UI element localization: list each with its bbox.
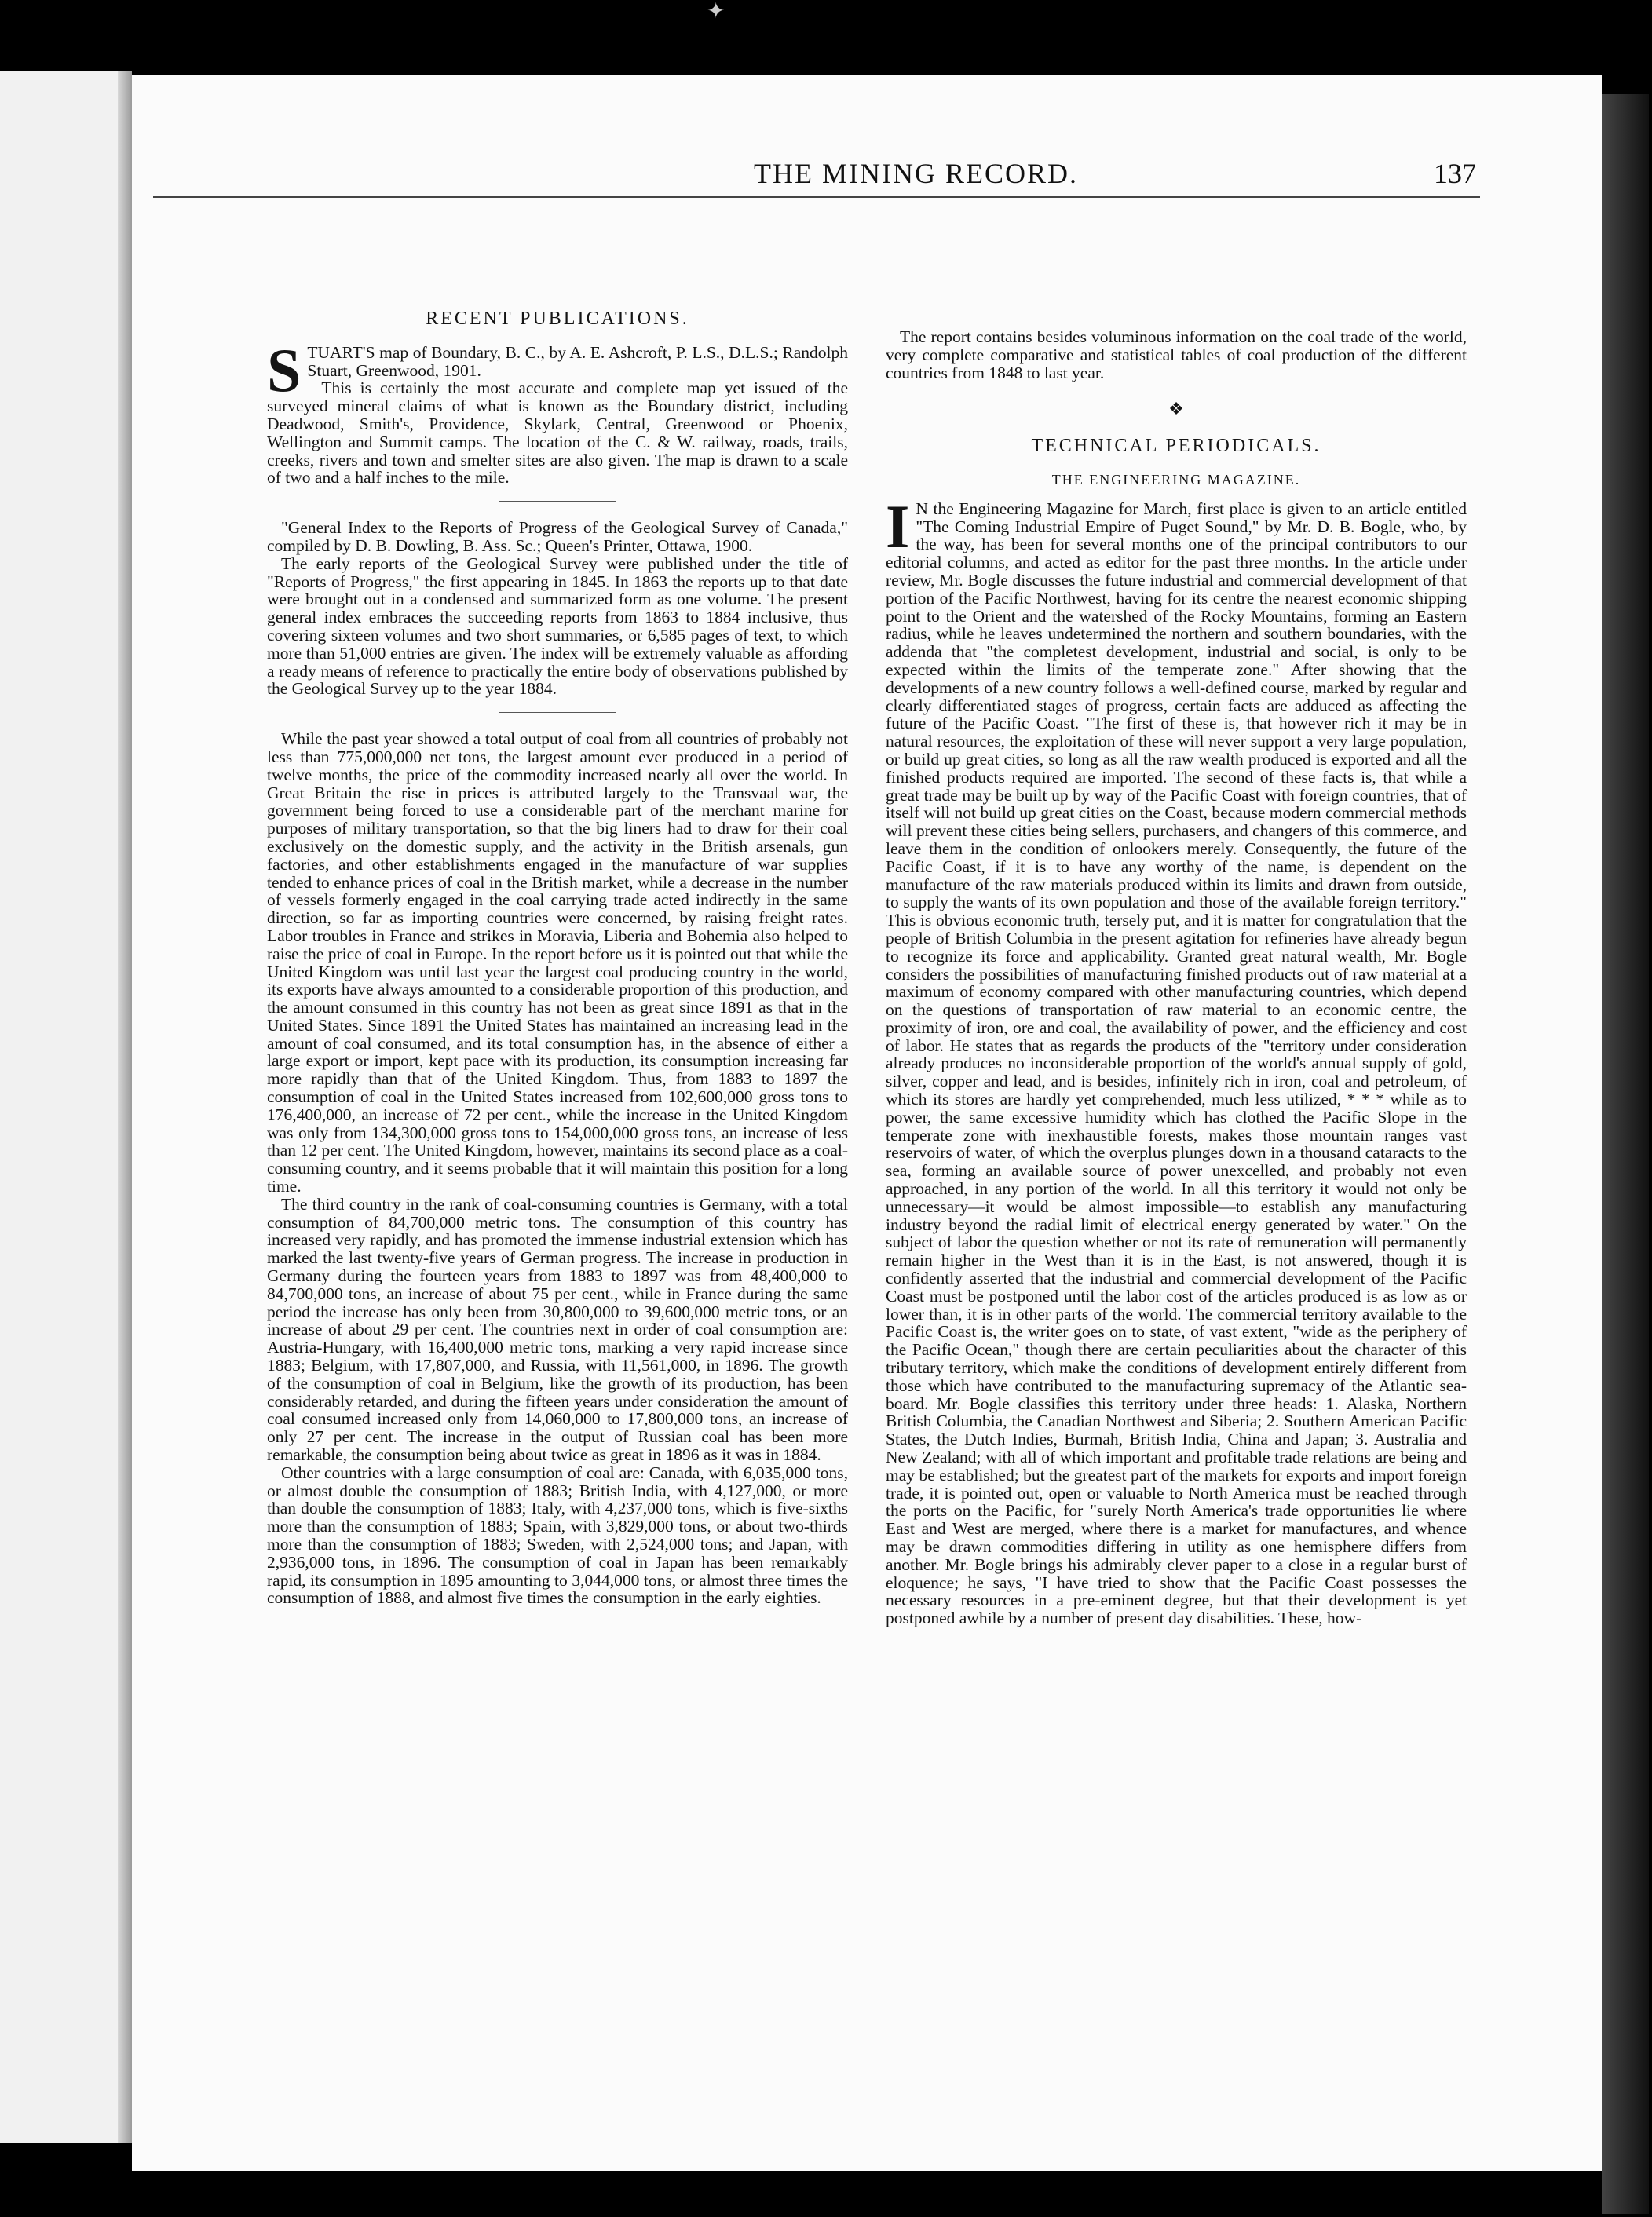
drop-cap: S	[267, 335, 302, 404]
report-summary-paragraph: The report contains besides voluminous information on the coal trade of the world, very complete comparative and statistical tables of coal production of the different countries from 1848 to last year.	[886, 327, 1467, 382]
page-gutter	[118, 71, 132, 2143]
engineering-magazine-subtitle: THE ENGINEERING MAGAZINE.	[1051, 471, 1301, 488]
fleuron-icon: ❖	[1168, 399, 1184, 419]
technical-periodicals-title: TECHNICAL PERIODICALS.	[1031, 436, 1321, 457]
recent-publications-title: RECENT PUBLICATIONS.	[426, 309, 689, 329]
facing-page-edge	[0, 71, 130, 2143]
ornament-divider	[886, 400, 1467, 418]
page-header	[141, 157, 1476, 188]
coal-output-paragraph: While the past year showed a total output of coal from all countries of probably not less than 775,000,000 net tons, the largest amount ever produced in a period of twelve months, the price of the commodity increased nearly all over the world. In Great Britain the rise in prices is attributed largely to the Transvaal war, the government being forced to use a considerable part of the merchant marine for purposes of military transportation, so that the big liners had to draw for their coal exclusively on the domestic supply, and the activity in the British arsenals, gun factories, and other establishments engaged in the manufacture of war supplies tended to enhance prices of coal in the British market, while a decrease in the number of vessels formerly engaged in the coal carrying trade acted indirectly in the same direction, so far as importing countries were concerned, by raising freight rates. Labor troubles in France and strikes in Moravia, Liberia and Bohemia also helped to raise the price of coal in Europe. In the report before us it is pointed out that while the United Kingdom was until last year the largest coal producing country in the world, its exports have always amounted to a considerable proportion of this production, and the amount consumed in this country has not been as great since 1891 as that in the United States. Since 1891 the United States has maintained an increasing lead in the amount of coal consumed, and its total consumption has, in the absence of either a large export or import, kept pace with its production, its consumption increasing far more rapidly than that of the United Kingdom. Thus, from 1883 to 1897 the consumption of coal in the United States increased from 102,600,000 gross tons to 176,400,000, an increase of 72 per cent., while the increase in the United Kingdom was only from 134,300,000 gross tons to 154,000,000 gross tons, an increase of less than 12 per cent. The United Kingdom, however, maintains its second place as a coal-consuming country, and it seems probable that it will maintain this position for a long time.	[267, 729, 848, 1196]
drop-cap: I	[886, 491, 910, 561]
coal-other-countries-paragraph: Other countries with a large consumption of coal are: Canada, with 6,035,000 tons, or almost double the consumption of 1883; British India, with 4,127,000, or more than double the consumption of 1883; Italy, with 4,237,000 tons, which is five-sixths more than the consumption of 1883; Spain, with 3,829,000 tons, or about two-thirds more than the consumption of 1883; Sweden, with 2,524,000 tons; and Japan, with 2,936,000 tons, in 1896. The consumption of coal in Japan has been remarkably rapid, its consumption in 1895 amounting to 3,044,000 tons, or almost three times the consumption of 1888, and almost five times the consumption in the early eighties.	[267, 1463, 848, 1608]
header-rule	[153, 196, 1480, 203]
general-index-review: The early reports of the Geological Survey were published under the title of "Reports of Progress," the first appearing in 1845. In 1863 the reports up to that date were brought out in a condensed and summarized form as one volume. The present general index embraces the succeeding reports from 1863 to 1884 inclusive, thus covering sixteen volumes and two short summaries, or 6,585 pages of text, to which more than 51,000 entries are given. The index will be extremely valuable as affording a ready means of reference to practically the entire body of observations published by the Geological Survey up to the year 1884.	[267, 553, 848, 699]
section-divider	[499, 712, 616, 713]
general-index-citation: "General Index to the Reports of Progress of the Geological Survey of Canada," compiled by D. B. Dowling, B. Ass. Sc.; Queen's Printer, Ottawa, 1900.	[267, 518, 848, 555]
section-divider	[499, 501, 616, 502]
running-title: THE MINING RECORD.	[754, 158, 1078, 189]
book-edge-shadow	[1602, 94, 1649, 2214]
engineering-magazine-article	[886, 491, 1467, 1628]
coal-germany-paragraph: The third country in the rank of coal-consuming countries is Germany, with a total consumption of 84,700,000 metric tons. The consumption of this country has increased very rapidly, and has promoted the immense industrial extension which has marked the last twenty-five years of German progress. The increase in production in Germany during the fourteen years from 1883 to 1897 was from 48,400,000 to 84,700,000 tons, an increase of about 75 per cent., while in France during the same period the increase has only been from 30,800,000 to 39,600,000 metric tons, or an increase of about 29 per cent. The countries next in order of coal consumption are: Austria-Hungary, with 16,400,000 metric tons, marking a very rapid increase since 1883; Belgium, with 17,807,000, and Russia, with 11,561,000, in 1896. The growth of the consumption of coal in Belgium, like the growth of its production, has been considerably retarded, and during the fifteen years under consideration the amount of coal consumed increased only from 14,060,000 to 17,800,000 tons, an increase of only 27 per cent. The increase in the output of Russian coal has been more remarkable, the consumption being about twice as great in 1896 as it was in 1884.	[267, 1194, 848, 1465]
engineering-magazine-text: N the Engineering Magazine for March, first place is given to an article entitled "The Coming Industrial Empire of Puget Sound," by Mr. D. B. Bogle, who, by the way, has been for several months one of the principal contributors to our editorial columns, and acted as editor for the past three months. In the article under review, Mr. Bogle discusses the future industrial and commercial development of that portion of the Pacific Northwest, having for its centre the nearest economic shipping point to the Orient and the watershed of the Rocky Mountains, forming an Eastern radius, while he leaves undetermined the northern and southern boundaries, with the addenda that "the completest development, industrial and social, is only to be expected within the limits of the temperate zone." After showing that the developments of a new country follows a well-defined course, marked by regular and clearly differentiated stages of progress, certain facts are adduced as affecting the future of the Pacific Coast. "The first of these is, that however rich it may be in natural resources, the exploitation of these will never support a very large population, or build up great cities, so long as all the raw wealth produced is exported and all the finished products required are imported. The second of these facts is, that while a great trade may be built up by way of the Pacific Coast with foreign countries, that of itself will not build up great cities on the Coast, because modern commercial methods will prevent these cities being sellers, purchasers, and changers of this commerce, and leave them in the condition of onlookers merely. Consequently, the future of the Pacific Coast, if it is to have any worthy of the name, is dependent on the manufacture of the raw materials produced within its limits and drawn from outside, to supply the wants of its own population and those of the available foreign territory." This is obvious economic truth, tersely put, and it is matter for congratulation that the people of British Columbia in the present agitation for refineries have already begun to recognize its force and applicability. Granted great natural wealth, Mr. Bogle considers the possibilities of manufacturing finished products out of raw material at a maximum of economy compared with other manufacturing countries, which depend on the questions of transportation of raw material to an economic centre, the proximity of iron, ore and coal, the availability of power, and the efficiency and cost of labor. He states that as regards the products of the "territory under consideration already produces no inconsiderable proportion of the world's annual supply of gold, silver, copper and lead, and is besides, infinitely rich in iron, coal and petroleum, of which its stores are hardly yet comprehended, much less utilized, * * * while as to power, the same excessive humidity which has clothed the Pacific Slope in the temperate zone with inexhaustible forests, makes those mountain ranges vast reservoirs of water, of which the overplus plunges down in a thousand cataracts to the sea, forming an available source of power unexcelled, and probably not even approached, in any portion of the world. In all this territory it would not only be unnecessary—it would be almost impossible—to establish any manufacturing industry beyond the radial limit of electrical energy generated by water." On the subject of labor the question whether or not its rate of remuneration will permanently remain higher in the West than it is in the East, is not answered, though it is confidently asserted that the industrial and commercial development of the Pacific Coast must be postponed until the labor cost of the articles produced is as low as or lower than, it is in other parts of the world. The commercial territory available to the Pacific Coast is, the writer goes on to state, of vast extent, "wide as the periphery of the Pacific Ocean," though there are certain peculiarities about the character of this tributary territory, which make the conditions of development entirely different from those which have contributed to the manufacturing supremacy of the Atlantic sea-board. Mr. Bogle classifies this territory under three heads: 1. Alaska, Northern British Columbia, the Canadian Northwest and Siberia; 2. Southern American Pacific States, the Dutch Indies, Burmah, British India, China and Japan; 3. Australia and New Zealand; with all of which important and profitable trade relations are being and may be established; but the greatest part of the markets for exports and import foreign trade, it is pointed out, open or valuable to North America must be reached through the ports on the Pacific, for "surely North America's trade opportunities lie where East and West are merged, where there is a market for manufactures, and whence may be drawn commodities differing in utility as one hemisphere differs from another. Mr. Bogle brings his admirably clever paper to a close in a regular burst of eloquence; he says, "I have tried to show that the Pacific Coast possesses the necessary resources in a pre-eminent degree, but that their development is yet postponed awhile by a number of present day disabilities. These, how-	[886, 499, 1467, 1628]
right-column	[886, 328, 1476, 2134]
stuart-map-citation-text: TUART'S map of Boundary, B. C., by A. E. Ashcroft, P. L.S., D.L.S.; Randolph Stuart, Greenwood, 1901.	[307, 342, 848, 380]
scanner-background	[0, 0, 1652, 75]
stuart-map-citation	[267, 335, 848, 404]
left-column	[267, 310, 857, 2116]
binder-clip-icon: ✦	[707, 0, 725, 24]
page-number: 137	[1434, 158, 1476, 189]
stuart-map-review: This is certainly the most accurate and complete map yet issued of the surveyed mineral claims of what is known as the Boundary district, including Deadwood, Smith's, Providence, Skylark, Central, Greenwood or Phoenix, Wellington and Summit camps. The location of the C. & W. railway, roads, trails, creeks, rivers and town and smelter sites are also given. The map is drawn to a scale of two and a half inches to the mile.	[267, 378, 848, 488]
